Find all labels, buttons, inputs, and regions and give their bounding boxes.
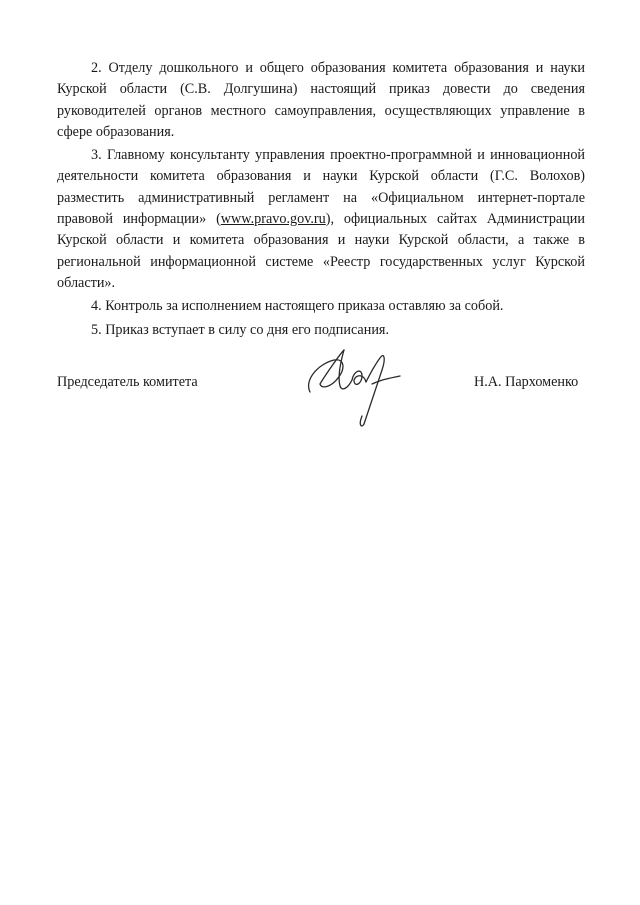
paragraph-3-text-start: 3. Главному консультанту управления проектно-программной и инновационной деятельности комитета образования и науки Курской области (Г.С. Волохов) разместить административный регламент на «Официальном интернет-портале правовой информации» ( xyxy=(57,147,585,228)
paragraph-5-text: 5. Приказ вступает в силу со дня его подписания. xyxy=(91,321,389,338)
signatory-title: Председатель комитета xyxy=(57,374,198,390)
paragraph-2 xyxy=(57,58,585,143)
paragraph-5 xyxy=(57,320,585,341)
paragraph-3 xyxy=(57,145,585,294)
paragraph-3-text-end: ), официальных сайтах Администрации Курской области и комитета образования и науки Курской области, а также в региональной информационной системе «Реестр государственных услуг Курской области». xyxy=(57,211,585,291)
paragraph-4 xyxy=(57,296,585,317)
handwritten-signature xyxy=(300,340,410,430)
paragraph-2-text: 2. Отделу дошкольного и общего образования комитета образования и науки Курской области (С.В. Долгушина) настоящий приказ довести до сведения руководителей органов местного самоуправления, осуществляющих управление в сфере образования. xyxy=(57,60,585,140)
paragraph-4-text: 4. Контроль за исполнением настоящего приказа оставляю за собой. xyxy=(91,298,504,315)
pravo-gov-link[interactable]: www.pravo.gov.ru xyxy=(220,211,326,228)
signatory-name: Н.А. Пархоменко xyxy=(474,374,579,390)
document-body xyxy=(57,58,585,343)
